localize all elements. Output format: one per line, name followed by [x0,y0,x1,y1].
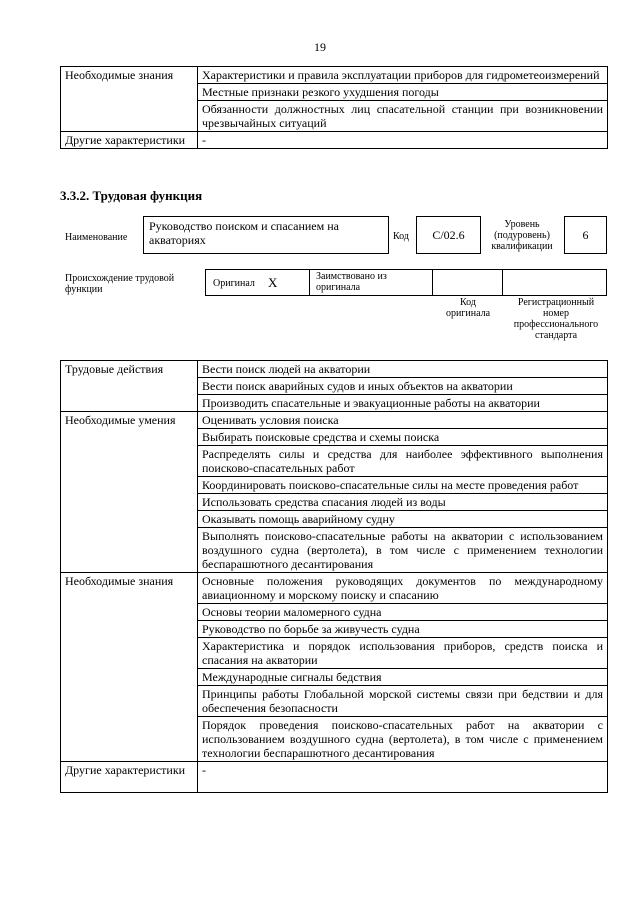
knowledge-item: Характеристики и правила эксплуатации приборов для гидрометеоизмерений [198,67,608,84]
section-heading: 3.3.2. Трудовая функция [60,188,203,203]
function-name: Руководство поиском и спасанием на акваториях [143,216,389,254]
table-row [61,573,608,604]
knowledge-item: Основы теории маломерного судна [198,604,608,621]
table-row [61,132,608,149]
original-label: Оригинал [213,278,255,289]
table-row [61,67,608,84]
table-row [61,762,608,793]
knowledge-item: Характеристика и порядок использования приборов, средств поиска и спасания на акватории [198,638,608,669]
origin-label: Происхождение трудовой функции [65,273,175,295]
original-box [205,269,310,296]
code-caption: Код оригинала [445,297,491,319]
table-row [61,361,608,378]
knowledge-label: Необходимые знания [61,67,198,132]
registration-number-box [502,269,607,296]
table-row [61,412,608,429]
action-item: Вести поиск людей на акватории [198,361,608,378]
original-code-box [432,269,503,296]
skill-item: Координировать поисково-спасательные силы на месте проведения работ [198,477,608,494]
original-mark: X [268,275,278,290]
skill-item: Оценивать условия поиска [198,412,608,429]
other-characteristics-label: Другие характеристики [61,762,198,793]
other-characteristics-value: - [198,132,608,149]
skill-item: Распределять силы и средства для наиболее эффективного выполнения поисково-спасательных работ [198,446,608,477]
knowledge-item: Порядок проведения поисково-спасательных работ на акватории с использованием воздушного судна (вертолета), в том числе с применением технологии беспарашютного десантирования [198,717,608,762]
actions-label: Трудовые действия [61,361,198,412]
action-item: Производить спасательные и эвакуационные работы на акватории [198,395,608,412]
knowledge-item: Принципы работы Глобальной морской системы связи при бедствии и для обеспечения безопасности [198,686,608,717]
skill-item: Оказывать помощь аварийному судну [198,511,608,528]
skill-item: Использовать средства спасания людей из воды [198,494,608,511]
knowledge-item: Основные положения руководящих документов по международному авиационному и морскому поиску и спасанию [198,573,608,604]
main-requirements-table [60,360,608,793]
code-label: Код [393,231,409,242]
level-label: Уровень (подуровень) квалификации [491,219,553,252]
other-characteristics-label: Другие характеристики [61,132,198,149]
knowledge-item: Руководство по борьбе за живучесть судна [198,621,608,638]
other-characteristics-value: - [198,762,608,793]
page-number: 19 [314,40,326,54]
knowledge-label: Необходимые знания [61,573,198,762]
knowledge-item: Обязанности должностных лиц спасательной станции при возникновении чрезвычайных ситуаций [198,101,608,132]
knowledge-item: Международные сигналы бедствия [198,669,608,686]
registration-caption: Регистрационный номер профессионального стандарта [513,297,599,341]
knowledge-item: Местные признаки резкого ухудшения погоды [198,84,608,101]
skills-label: Необходимые умения [61,412,198,573]
action-item: Вести поиск аварийных судов и иных объектов на акватории [198,378,608,395]
borrowed-box [309,269,433,296]
skill-item: Выполнять поисково-спасательные работы на акватории с использованием воздушного судна (вертолета), в том числе с применением технологии беспарашютного десантирования [198,528,608,573]
borrowed-label: Заимствовано из оригинала [316,271,387,293]
skill-item: Выбирать поисковые средства и схемы поиска [198,429,608,446]
level-value: 6 [564,216,607,254]
top-requirements-table [60,66,608,149]
code-value: C/02.6 [416,216,481,254]
name-label: Наименование [65,232,128,243]
